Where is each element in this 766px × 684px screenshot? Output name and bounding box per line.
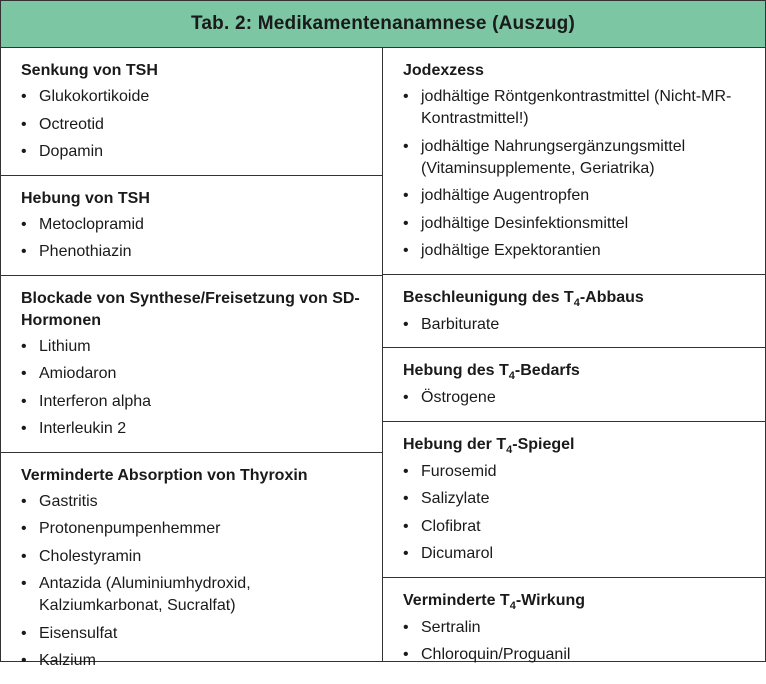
item-list (403, 86, 757, 262)
list-item: • jodhältige Röntgenkontrastmittel (Nicht-MR-Kontrastmittel!) (403, 86, 757, 130)
list-item: • Östrogene (403, 387, 757, 409)
right-column (383, 48, 765, 661)
section-verminderte-wirkung (383, 578, 765, 678)
item-list (403, 617, 757, 667)
item-list (403, 461, 757, 566)
heading-text: -Bedarfs (514, 362, 580, 379)
section-heading (403, 590, 757, 613)
section-heading: Blockade von Synthese/Freisetzung von SD-Hormonen (21, 289, 360, 329)
list-item: • Chloroquin/Proguanil (403, 644, 757, 666)
section-heading: Jodexzess (403, 62, 484, 79)
list-item: • Furosemid (403, 461, 757, 483)
list-item: • Sertralin (403, 617, 757, 639)
list-item: • Metoclopramid (21, 214, 374, 236)
list-item: • Cholestyramin (21, 546, 374, 568)
section-heading: Hebung von TSH (21, 189, 150, 207)
list-item: • Phenothiazin (21, 241, 374, 263)
table-title: Tab. 2: Medikamentenanamnese (Auszug) (191, 13, 575, 34)
list-item: • Interleukin 2 (21, 418, 374, 440)
heading-text: Hebung des T (403, 362, 509, 379)
list-item: • Clofibrat (403, 516, 757, 538)
list-item: • Dopamin (21, 141, 374, 163)
section-hebung-spiegel (383, 422, 765, 578)
item-list (21, 336, 374, 441)
list-item: • Protonenpumpenhemmer (21, 518, 374, 540)
table-columns (1, 48, 765, 669)
list-item: • Amiodaron (21, 363, 374, 385)
heading-subscript: 4 (509, 599, 516, 612)
list-item: • Gastritis (21, 491, 374, 513)
item-list (21, 214, 374, 264)
heading-text: Hebung der T (403, 435, 507, 453)
left-column (1, 48, 383, 669)
list-item: • Salizylate (403, 488, 757, 510)
item-list (21, 491, 374, 673)
list-item: • jodhältige Nahrungsergänzungsmittel (Vitaminsupplemente, Geriatrika) (403, 136, 757, 180)
heading-text: -Spiegel (512, 435, 575, 453)
heading-subscript: 4 (573, 296, 580, 309)
list-item: • jodhältige Expektorantien (403, 240, 757, 262)
list-item: • Dicumarol (403, 543, 757, 565)
section-jodexzess (383, 48, 765, 275)
heading-text: -Wirkung (515, 591, 586, 609)
list-item: • Interferon alpha (21, 391, 374, 413)
list-item: • Glukokortikoide (21, 86, 374, 108)
section-heading: Senkung von TSH (21, 62, 158, 79)
heading-subscript: 4 (506, 443, 513, 456)
table-title-bar (1, 1, 765, 48)
section-verminderte-absorption (1, 453, 382, 684)
list-item: • Lithium (21, 336, 374, 358)
section-heading: Verminderte Absorption von Thyroxin (21, 466, 308, 484)
section-senkung-tsh (1, 48, 382, 176)
list-item: • Eisensulfat (21, 623, 374, 645)
heading-text: -Abbaus (579, 288, 644, 306)
heading-text: Verminderte T (403, 591, 510, 609)
heading-text: Beschleunigung des T (403, 288, 574, 306)
item-list (21, 86, 374, 163)
section-blockade (1, 276, 382, 453)
list-item: • jodhältige Augentropfen (403, 185, 757, 207)
list-item: • Octreotid (21, 114, 374, 136)
list-item: • jodhältige Desinfektionsmittel (403, 213, 757, 235)
heading-subscript: 4 (508, 370, 515, 382)
section-hebung-tsh (1, 176, 382, 276)
section-heading (403, 360, 757, 383)
section-beschleunigung-abbau (383, 275, 765, 349)
section-heading (403, 287, 757, 310)
list-item: • Kalzium (21, 650, 374, 672)
list-item: • Antazida (Aluminiumhydroxid, Kalziumkarbonat, Sucralfat) (21, 573, 374, 617)
item-list (403, 387, 757, 409)
item-list (403, 314, 757, 336)
list-item: • Barbiturate (403, 314, 757, 336)
section-hebung-bedarf (383, 348, 765, 422)
section-heading (403, 434, 757, 457)
